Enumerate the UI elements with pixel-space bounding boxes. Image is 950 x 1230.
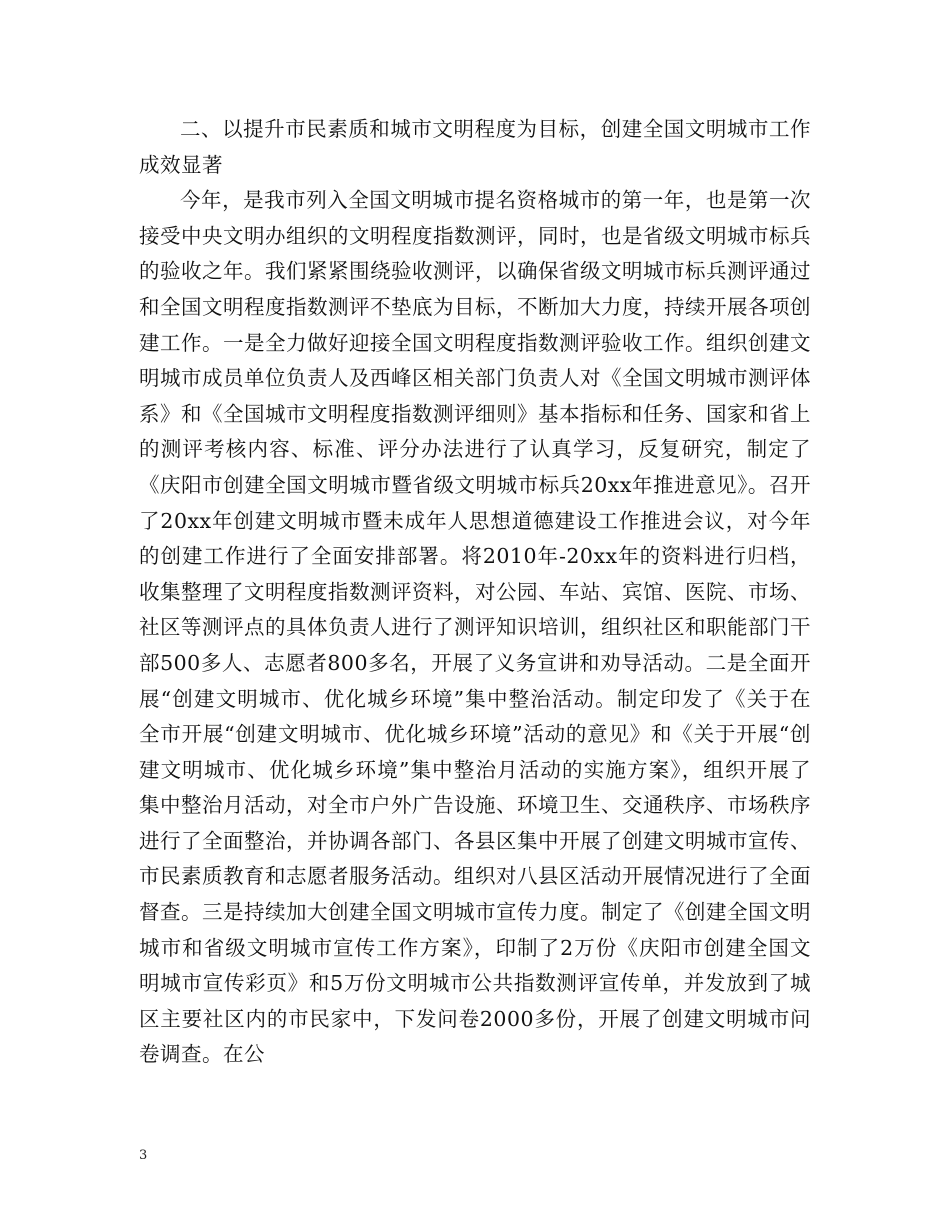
body-paragraph: 今年，是我市列入全国文明城市提名资格城市的第一年，也是第一次接受中央文明办组织的文明程度指数测评，同时，也是省级文明城市标兵的验收之年。我们紧紧围绕验收测评，以确保省级文明城市标兵测评通过和全国文明程度指数测评不垫底为目标，不断加大力度，持续开展各项创建工作。一是全力做好迎接全国文明程度指数测评验收工作。组织创建文明城市成员单位负责人及西峰区相关部门负责人对《全国文明城市测评体系》和《全国城市文明程度指数测评细则》基本指标和任务、国家和省上的测评考核内容、标准、评分办法进行了认真学习，反复研究，制定了《庆阳市创建全国文明城市暨省级文明城市标兵20xx年推进意见》。召开了20xx年创建文明城市暨未成年人思想道德建设工作推进会议，对今年的创建工作进行了全面安排部署。将2010年-20xx年的资料进行归档，收集整理了文明程度指数测评资料，对公园、车站、宾馆、医院、市场、社区等测评点的具体负责人进行了测评知识培训，组织社区和职能部门干部500多人、志愿者800多名，开展了义务宣讲和劝导活动。二是全面开展“创建文明城市、优化城乡环境”集中整治活动。制定印发了《关于在全市开展“创建文明城市、优化城乡环境”活动的意见》和《关于开展“创建文明城市、优化城乡环境”集中整治月活动的实施方案》，组织开展了集中整治月活动，对全市户外广告设施、环境卫生、交通秩序、市场秩序进行了全面整治，并协调各部门、各县区集中开展了创建文明城市宣传、市民素质教育和志愿者服务活动。组织对八县区活动开展情况进行了全面督查。三是持续加大创建全国文明城市宣传力度。制定了《创建全国文明城市和省级文明城市宣传工作方案》，印制了2万份《庆阳市创建全国文明城市宣传彩页》和5万份文明城市公共指数测评宣传单，并发放到了城区主要社区内的市民家中，下发问卷2000多份，开展了创建文明城市问卷调查。在公 xyxy=(139,188,811,1067)
section-heading: 二、以提升市民素质和城市文明程度为目标，创建全国文明城市工作成效显著 xyxy=(139,117,811,177)
document-body xyxy=(139,112,811,1073)
page-number: 3 xyxy=(139,1148,148,1163)
